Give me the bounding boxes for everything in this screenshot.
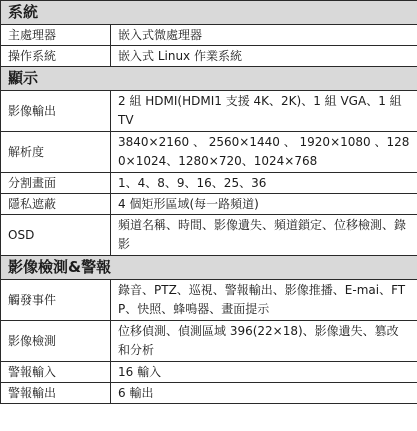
row-label: 解析度 [1, 132, 111, 173]
row-value: 6 輸出 [111, 383, 417, 404]
row-label: 影像檢測 [1, 321, 111, 362]
row-label: 操作系統 [1, 46, 111, 67]
row-value: 16 輸入 [111, 362, 417, 383]
section-title: 影像檢測&警報 [1, 256, 417, 280]
table-row [1, 194, 417, 215]
row-value: 錄音、PTZ、巡視、警報輸出、影像推播、E-mai、FTP、快照、蜂鳴器、畫面提示 [111, 280, 417, 321]
row-label: 隱私遮蔽 [1, 194, 111, 215]
section-title: 顯示 [1, 67, 417, 91]
table-row [1, 383, 417, 404]
section-header-display [1, 67, 417, 91]
row-value: 1、4、8、9、16、25、36 [111, 173, 417, 194]
row-label: 影像輸出 [1, 91, 111, 132]
table-row [1, 46, 417, 67]
table-row [1, 321, 417, 362]
row-label: OSD [1, 215, 111, 256]
row-label: 警報輸入 [1, 362, 111, 383]
table-row [1, 91, 417, 132]
row-label: 主處理器 [1, 25, 111, 46]
section-title: 系統 [1, 1, 417, 25]
row-value: 位移偵測、偵測區域 396(22×18)、影像遺失、篡改和分析 [111, 321, 417, 362]
table-row [1, 132, 417, 173]
row-value: 2 組 HDMI(HDMI1 支援 4K、2K)、1 組 VGA、1 組 TV [111, 91, 417, 132]
section-header-detection-alarm [1, 256, 417, 280]
row-label: 分割畫面 [1, 173, 111, 194]
row-label: 觸發事件 [1, 280, 111, 321]
row-value: 3840×2160 、 2560×1440 、 1920×1080 、1280×1024、1280×720、1024×768 [111, 132, 417, 173]
table-row [1, 25, 417, 46]
table-row [1, 362, 417, 383]
table-row [1, 280, 417, 321]
row-label: 警報輸出 [1, 383, 111, 404]
table-row [1, 215, 417, 256]
row-value: 嵌入式 Linux 作業系統 [111, 46, 417, 67]
row-value: 4 個矩形區域(每一路頻道) [111, 194, 417, 215]
row-value: 嵌入式微處理器 [111, 25, 417, 46]
table-row [1, 173, 417, 194]
row-value: 頻道名稱、時間、影像遺失、頻道鎖定、位移檢測、錄影 [111, 215, 417, 256]
section-header-system [1, 1, 417, 25]
